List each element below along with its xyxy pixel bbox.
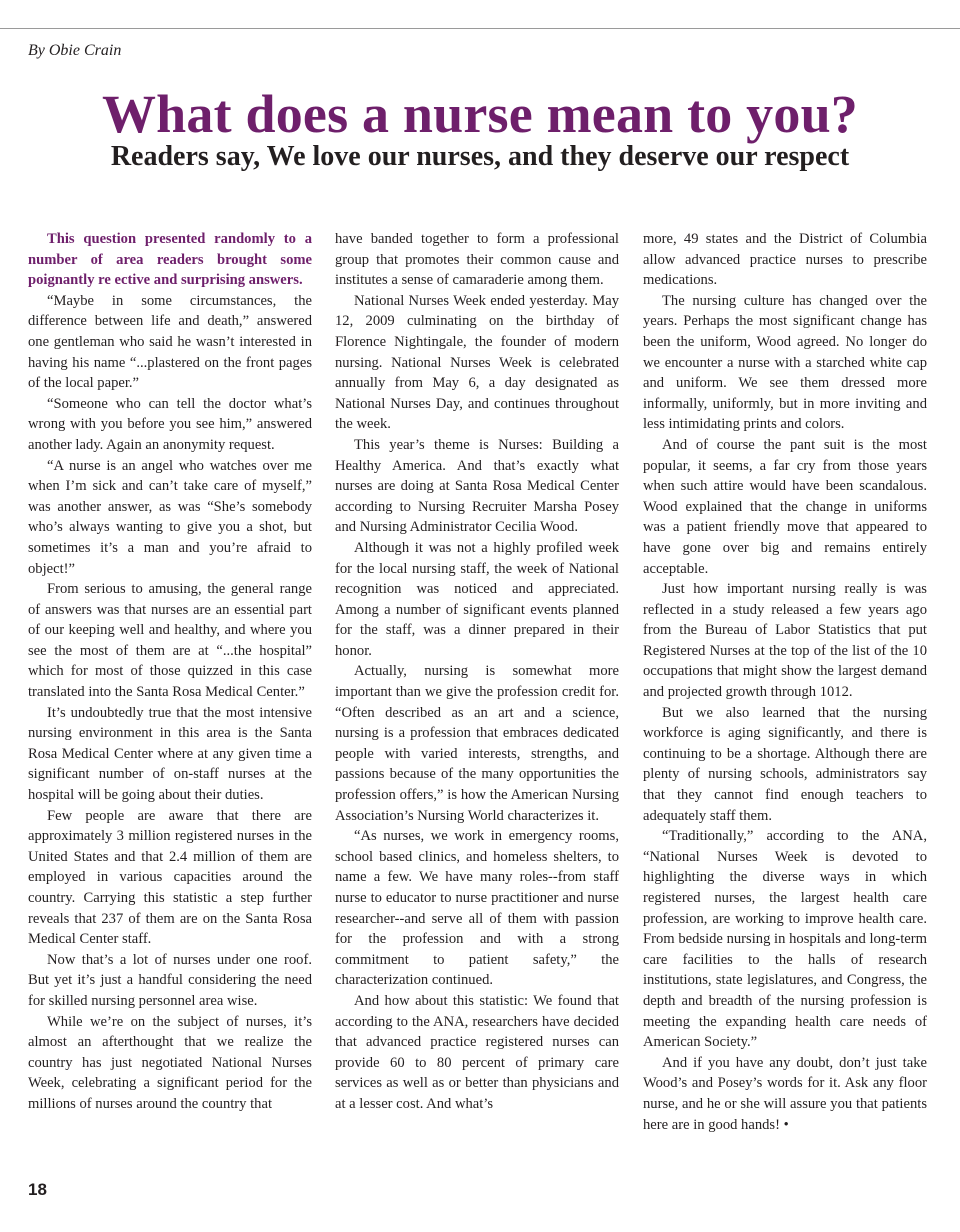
paragraph: “A nurse is an angel who watches over me when I’m sick and can’t take care of myself,” was another answer, as was “She’s somebody who’s always wanting to give you a shot, but sometimes it’s a man and you’re afraid to object!” — [28, 457, 312, 577]
subheadline: Readers say, We love our nurses, and they deserve our respect — [110, 141, 850, 172]
headline: What does a nurse mean to you? — [101, 84, 859, 144]
article-column-1 — [28, 229, 312, 1115]
paragraph: But we also learned that the nursing workforce is aging significantly, and there is continuing to be a shortage. Although there are plenty of nursing schools, administrators say that they cannot find enough teachers to adequately staff them. — [643, 704, 927, 824]
top-rule — [0, 28, 960, 29]
paragraph: While we’re on the subject of nurses, it’s almost an afterthought that we realize the country has just negotiated National Nurses Week, celebrating a significant period for the millions of nurses around the country that — [28, 1013, 312, 1112]
paragraph: This year’s theme is Nurses: Building a Healthy America. And that’s exactly what nurses are doing at Santa Rosa Medical Center according to Nursing Recruiter Marsha Posey and Nursing Administrator Cecilia Wood. — [335, 436, 619, 536]
article-column-2 — [335, 229, 619, 1115]
page-number: 18 — [28, 1180, 47, 1199]
paragraph: more, 49 states and the District of Columbia allow advanced practice nurses to prescribe medications. — [643, 231, 927, 289]
article-column-3 — [643, 229, 927, 1135]
paragraph: “Someone who can tell the doctor what’s wrong with you before you see him,” answered another lady. Again an anonymity request. — [28, 395, 312, 453]
paragraph: It’s undoubtedly true that the most intensive nursing environment in this area is the Santa Rosa Medical Center where at any given time a significant number of on-staff nurses at the hospital will be going about their duties. — [28, 704, 312, 804]
paragraph: The nursing culture has changed over the years. Perhaps the most significant change has been the uniform, Wood agreed. No longer do we encounter a nurse with a starched white cap and uniform. We see them dressed more informally, uniformly, but in more inviting and less intimidating prints and colors. — [643, 292, 927, 433]
paragraph: From serious to amusing, the general range of answers was that nurses are an essential part of our keeping well and healthy, and where you see the most of them are at “...the hospital” which for most of those quizzed in this case translated into the Santa Rosa Medical Center.” — [28, 581, 312, 701]
paragraph: “As nurses, we work in emergency rooms, school based clinics, and homeless shelters, to name a few. We have many roles--from staff nurse to educator to nurse practitioner and nurse researcher--and serve all of them with passion for the profession and with a strong commitment to patient safety,” the characterization continued. — [335, 828, 619, 989]
paragraph: Just how important nursing really is was reflected in a study released a few years ago from the Bureau of Labor Statistics that put Registered Nurses at the top of the list of the 10 occupations that might show the largest demand and projected growth through 1012. — [643, 581, 927, 701]
paragraph: Actually, nursing is somewhat more important than we give the profession credit for. “Often described as an art and a science, nursing is a profession that embraces dedicated people with varied interests, strengths, and passions because of the many opportunities the profession offers,” is how the American Nursing Association’s Nursing World characterizes it. — [335, 663, 619, 824]
paragraph: And of course the pant suit is the most popular, it seems, a far cry from those years when such attire would have been scandalous. Wood explained that the change in uniforms was a patient friendly move that appeared to have gone over big and remains entirely acceptable. — [643, 436, 927, 577]
paragraph: Now that’s a lot of nurses under one roof. But yet it’s just a handful considering the need for skilled nursing personnel area wise. — [28, 951, 312, 1009]
paragraph: “Maybe in some circumstances, the difference between life and death,” answered one gentleman who said he wasn’t interested in having his name “...plastered on the front pages of the local paper.” — [28, 292, 312, 392]
paragraph: “Traditionally,” according to the ANA, “National Nurses Week is devoted to highlighting the diverse ways in which registered nurses, the largest health care profession, are working to improve health care. From bedside nursing in hospitals and long-term care facilities to the halls of research institutions, state legislatures, and Congress, the depth and breadth of the nursing profession is meeting the expanding health care needs of American Society.” — [643, 828, 927, 1051]
byline: By Obie Crain — [28, 42, 122, 59]
lead-paragraph: This question presented randomly to a number of area readers brought some poignantly re ective and surprising answers. — [28, 231, 312, 289]
paragraph: Few people are aware that there are approximately 3 million registered nurses in the United States and that 2.4 million of them are employed in various capacities around the country. Carrying this statistic a step further reveals that 237 of them are on the Santa Rosa Medical Center staff. — [28, 807, 312, 948]
paragraph: And how about this statistic: We found that according to the ANA, researchers have decided that advanced practice registered nurses can provide 60 to 80 percent of primary care services as well as or better than physicians and at a lesser cost. And what’s — [335, 992, 619, 1112]
paragraph: have banded together to form a professional group that promotes their common cause and institutes a sense of camaraderie among them. — [335, 231, 619, 289]
paragraph: And if you have any doubt, don’t just take Wood’s and Posey’s words for it. Ask any floor nurse, and he or she will assure you that patients here are in good hands! • — [643, 1054, 927, 1133]
paragraph: Although it was not a highly profiled week for the local nursing staff, the week of National recognition was noticed and appreciated. Among a number of significant events planned for the staff, was a dinner prepared in their honor. — [335, 539, 619, 659]
paragraph: National Nurses Week ended yesterday. May 12, 2009 culminating on the birthday of Florence Nightingale, the founder of modern nursing. National Nurses Week is celebrated annually from May 6, a day designated as National Nurses Day, and continues throughout the week. — [335, 292, 619, 433]
